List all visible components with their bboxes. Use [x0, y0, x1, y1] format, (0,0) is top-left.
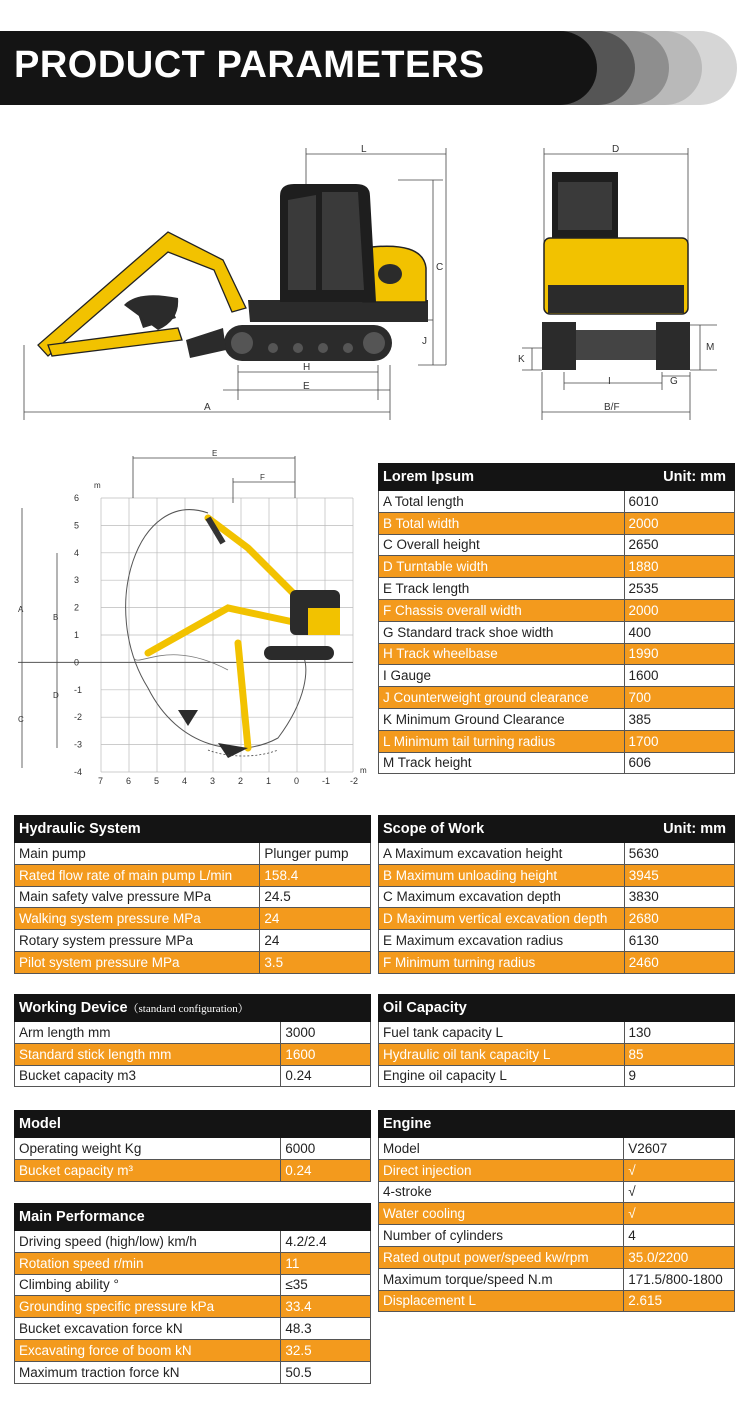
row-value: 2.615: [624, 1290, 735, 1312]
table-title: [379, 464, 625, 491]
y-tick-label: -1: [74, 684, 83, 695]
row-value: 606: [624, 752, 734, 774]
row-label: M Track height: [379, 752, 625, 774]
table-subtitle: （standard configuration）: [127, 1003, 249, 1015]
row-value: 0.24: [281, 1065, 371, 1087]
table-title: [379, 816, 625, 843]
row-label: A Maximum excavation height: [379, 843, 625, 865]
table-row: [379, 512, 735, 534]
row-value: 35.0/2200: [624, 1246, 735, 1268]
dim-C-label: C: [436, 262, 444, 273]
table-row: [379, 886, 735, 908]
row-value: √: [624, 1159, 735, 1181]
row-label: Bucket capacity m3: [15, 1065, 281, 1087]
table-row: [379, 708, 735, 730]
table-title: [379, 995, 625, 1022]
row-label: E Maximum excavation radius: [379, 930, 625, 952]
table-row: [379, 1246, 735, 1268]
performance-table: [14, 1203, 371, 1384]
row-value: 1600: [281, 1043, 371, 1065]
row-label: Arm length mm: [15, 1022, 281, 1044]
table-title: [15, 995, 371, 1022]
table-unit: [624, 1111, 735, 1138]
row-label: C Maximum excavation depth: [379, 886, 625, 908]
row-label: E Track length: [379, 578, 625, 600]
y-tick-label: 0: [74, 657, 80, 668]
table-row: [379, 621, 735, 643]
dim-I-label: I: [608, 376, 611, 387]
row-value: 9: [624, 1065, 734, 1087]
dim-E-label: E: [303, 381, 310, 392]
table-row: [379, 908, 735, 930]
x-tick-label: 4: [182, 776, 188, 786]
table-row: [379, 930, 735, 952]
table-unit: [260, 816, 371, 843]
row-value: V2607: [624, 1138, 735, 1160]
table-row: [379, 1065, 735, 1087]
row-value: 1880: [624, 556, 734, 578]
table-row: [379, 1022, 735, 1044]
table-row: [15, 1339, 371, 1361]
model-table: [14, 1110, 371, 1182]
dim-H-label: H: [303, 362, 311, 373]
row-label: Standard stick length mm: [15, 1043, 281, 1065]
table-row: [379, 534, 735, 556]
row-value: Plunger pump: [260, 843, 371, 865]
row-label: Engine oil capacity L: [379, 1065, 625, 1087]
row-value: 5630: [624, 843, 734, 865]
table-row: [379, 730, 735, 752]
row-value: 2000: [624, 599, 734, 621]
table-row: [379, 599, 735, 621]
row-label: Water cooling: [379, 1203, 624, 1225]
row-value: 50.5: [281, 1361, 371, 1383]
table-row: [379, 687, 735, 709]
row-label: 4-stroke: [379, 1181, 624, 1203]
row-label: Driving speed (high/low) km/h: [15, 1231, 281, 1253]
row-label: Direct injection: [379, 1159, 624, 1181]
row-value: 24.5: [260, 886, 371, 908]
row-value: 2680: [624, 908, 734, 930]
table-header-row: [379, 995, 735, 1022]
table-row: [15, 1065, 371, 1087]
hydraulic-table: [14, 815, 371, 974]
row-label: Displacement L: [379, 1290, 624, 1312]
row-label: D Turntable width: [379, 556, 625, 578]
page-header: [0, 31, 750, 105]
x-tick-label: 2: [238, 776, 244, 786]
side-view-drawing: [18, 140, 458, 425]
range-E-label: E: [212, 449, 218, 458]
row-label: Operating weight Kg: [15, 1138, 281, 1160]
y-tick-label: -3: [74, 739, 83, 750]
dim-K-label: K: [518, 354, 525, 365]
range-F-label: F: [260, 473, 265, 482]
table-row: [15, 886, 371, 908]
row-value: 2535: [624, 578, 734, 600]
x-tick-label: 5: [154, 776, 160, 786]
range-m-bottom-label: m: [360, 766, 367, 775]
row-label: K Minimum Ground Clearance: [379, 708, 625, 730]
table-title-text: Lorem Ipsum: [383, 469, 475, 485]
table-row: [379, 491, 735, 513]
row-value: 1600: [624, 665, 734, 687]
x-tick-label: 7: [98, 776, 104, 786]
range-D-label: D: [53, 691, 59, 700]
x-tick-label: -2: [350, 776, 359, 786]
table-row: [15, 1022, 371, 1044]
row-label: J Counterweight ground clearance: [379, 687, 625, 709]
row-label: B Maximum unloading height: [379, 864, 625, 886]
table-unit: Unit: mm: [624, 816, 734, 843]
table-unit: [281, 1204, 371, 1231]
table-unit: Unit: mm: [624, 464, 734, 491]
table-header-row: [15, 1204, 371, 1231]
row-value: 11: [281, 1252, 371, 1274]
rear-view-drawing: [512, 140, 744, 425]
table-title-text: Main Performance: [19, 1209, 145, 1225]
row-label: F Minimum turning radius: [379, 951, 625, 973]
row-value: √: [624, 1181, 735, 1203]
table-title-text: Engine: [383, 1116, 432, 1132]
range-m-top-label: m: [94, 481, 101, 490]
table-title: [379, 1111, 624, 1138]
row-label: Grounding specific pressure kPa: [15, 1296, 281, 1318]
row-value: √: [624, 1203, 735, 1225]
row-label: Rotary system pressure MPa: [15, 930, 260, 952]
row-label: Number of cylinders: [379, 1225, 624, 1247]
row-label: H Track wheelbase: [379, 643, 625, 665]
table-title-text: Hydraulic System: [19, 821, 141, 837]
dim-G-label: G: [670, 376, 678, 387]
page-title: PRODUCT PARAMETERS: [14, 44, 485, 86]
oil-table: [378, 994, 735, 1087]
row-value: 3000: [281, 1022, 371, 1044]
table-title-text: Model: [19, 1116, 61, 1132]
dim-D-label: D: [612, 144, 620, 155]
y-tick-label: -4: [74, 767, 83, 777]
row-label: Maximum traction force kN: [15, 1361, 281, 1383]
row-label: Model: [379, 1138, 624, 1160]
row-value: 85: [624, 1043, 734, 1065]
table-row: [15, 1138, 371, 1160]
row-value: 6000: [281, 1138, 371, 1160]
table-header-row: [379, 816, 735, 843]
row-label: Rotation speed r/min: [15, 1252, 281, 1274]
row-value: 1700: [624, 730, 734, 752]
table-row: [15, 1361, 371, 1383]
table-row: [379, 752, 735, 774]
x-tick-label: 3: [210, 776, 216, 786]
table-title-text: Oil Capacity: [383, 1000, 467, 1016]
table-row: [379, 1138, 735, 1160]
table-row: [15, 1231, 371, 1253]
row-label: Bucket capacity m³: [15, 1159, 281, 1181]
dim-L-label: L: [361, 144, 367, 155]
row-label: Pilot system pressure MPa: [15, 951, 260, 973]
row-value: 3830: [624, 886, 734, 908]
row-label: Rated flow rate of main pump L/min: [15, 864, 260, 886]
table-header-row: [379, 464, 735, 491]
row-label: Maximum torque/speed N.m: [379, 1268, 624, 1290]
row-label: I Gauge: [379, 665, 625, 687]
work-envelope: [126, 510, 306, 749]
row-label: Climbing ability °: [15, 1274, 281, 1296]
y-tick-label: 1: [74, 630, 80, 640]
row-value: 6010: [624, 491, 734, 513]
row-value: 158.4: [260, 864, 371, 886]
table-row: [379, 1203, 735, 1225]
y-tick-label: -2: [74, 712, 83, 723]
row-label: Main safety valve pressure MPa: [15, 886, 260, 908]
table-row: [15, 843, 371, 865]
row-value: 4: [624, 1225, 735, 1247]
row-label: A Total length: [379, 491, 625, 513]
table-row: [379, 864, 735, 886]
table-header-row: [15, 1111, 371, 1138]
table-row: [379, 1159, 735, 1181]
row-label: B Total width: [379, 512, 625, 534]
dim-M-label: M: [706, 342, 715, 353]
row-label: Main pump: [15, 843, 260, 865]
table-row: [15, 1159, 371, 1181]
row-value: 3.5: [260, 951, 371, 973]
table-row: [379, 556, 735, 578]
table-row: [15, 864, 371, 886]
table-row: [15, 1252, 371, 1274]
row-label: Walking system pressure MPa: [15, 908, 260, 930]
x-tick-label: 0: [294, 776, 300, 786]
row-value: 130: [624, 1022, 734, 1044]
row-label: Bucket excavation force kN: [15, 1318, 281, 1340]
table-unit: [624, 995, 734, 1022]
row-value: 24: [260, 908, 371, 930]
table-row: [379, 1268, 735, 1290]
row-value: 2650: [624, 534, 734, 556]
row-value: 1990: [624, 643, 734, 665]
table-row: [15, 1318, 371, 1340]
y-tick-label: 5: [74, 520, 80, 531]
dim-BF-label: B/F: [604, 402, 620, 413]
table-unit: [281, 1111, 371, 1138]
y-tick-label: 6: [74, 493, 80, 503]
table-header-row: [379, 1111, 735, 1138]
row-value: 400: [624, 621, 734, 643]
row-label: D Maximum vertical excavation depth: [379, 908, 625, 930]
row-value: 48.3: [281, 1318, 371, 1340]
table-row: [15, 1043, 371, 1065]
dim-J-label: J: [422, 336, 427, 347]
y-tick-label: 4: [74, 547, 80, 558]
row-label: Fuel tank capacity L: [379, 1022, 625, 1044]
x-tick-label: 1: [266, 776, 272, 786]
table-header-row: [15, 995, 371, 1022]
dim-A-label: A: [204, 402, 211, 413]
table-title: [15, 1204, 281, 1231]
table-row: [379, 951, 735, 973]
table-row: [379, 643, 735, 665]
row-value: 2000: [624, 512, 734, 534]
table-title: [15, 816, 260, 843]
table-row: [15, 930, 371, 952]
table-row: [379, 1225, 735, 1247]
table-row: [379, 1043, 735, 1065]
table-row: [379, 578, 735, 600]
table-title: [15, 1111, 281, 1138]
row-label: C Overall height: [379, 534, 625, 556]
row-value: 32.5: [281, 1339, 371, 1361]
range-A-label: A: [18, 605, 24, 614]
row-value: 385: [624, 708, 734, 730]
table-row: [15, 1296, 371, 1318]
row-value: 33.4: [281, 1296, 371, 1318]
table-title-text: Working Device: [19, 1000, 128, 1016]
y-tick-label: 2: [74, 602, 80, 613]
y-tick-label: 3: [74, 575, 80, 586]
range-C-label: C: [18, 715, 24, 724]
table-header-row: [15, 816, 371, 843]
working-range-diagram: [8, 448, 370, 798]
engine-table: [378, 1110, 735, 1312]
table-row: [379, 1181, 735, 1203]
row-label: Rated output power/speed kw/rpm: [379, 1246, 624, 1268]
table-row: [15, 1274, 371, 1296]
table-row: [379, 1290, 735, 1312]
row-label: Hydraulic oil tank capacity L: [379, 1043, 625, 1065]
working-device-table: [14, 994, 371, 1087]
row-value: 24: [260, 930, 371, 952]
range-B-label: B: [53, 613, 59, 622]
dimensions-table: [378, 463, 735, 774]
row-value: ≤35: [281, 1274, 371, 1296]
x-tick-label: 6: [126, 776, 132, 786]
row-value: 4.2/2.4: [281, 1231, 371, 1253]
table-row: [15, 951, 371, 973]
table-row: [379, 843, 735, 865]
row-value: 0.24: [281, 1159, 371, 1181]
row-value: 6130: [624, 930, 734, 952]
row-label: G Standard track shoe width: [379, 621, 625, 643]
row-label: L Minimum tail turning radius: [379, 730, 625, 752]
table-row: [379, 665, 735, 687]
row-value: 3945: [624, 864, 734, 886]
x-tick-label: -1: [322, 776, 331, 786]
scope-table: [378, 815, 735, 974]
row-value: 700: [624, 687, 734, 709]
row-value: 171.5/800-1800: [624, 1268, 735, 1290]
row-label: F Chassis overall width: [379, 599, 625, 621]
row-value: 2460: [624, 951, 734, 973]
table-row: [15, 908, 371, 930]
row-label: Excavating force of boom kN: [15, 1339, 281, 1361]
table-title-text: Scope of Work: [383, 821, 485, 837]
